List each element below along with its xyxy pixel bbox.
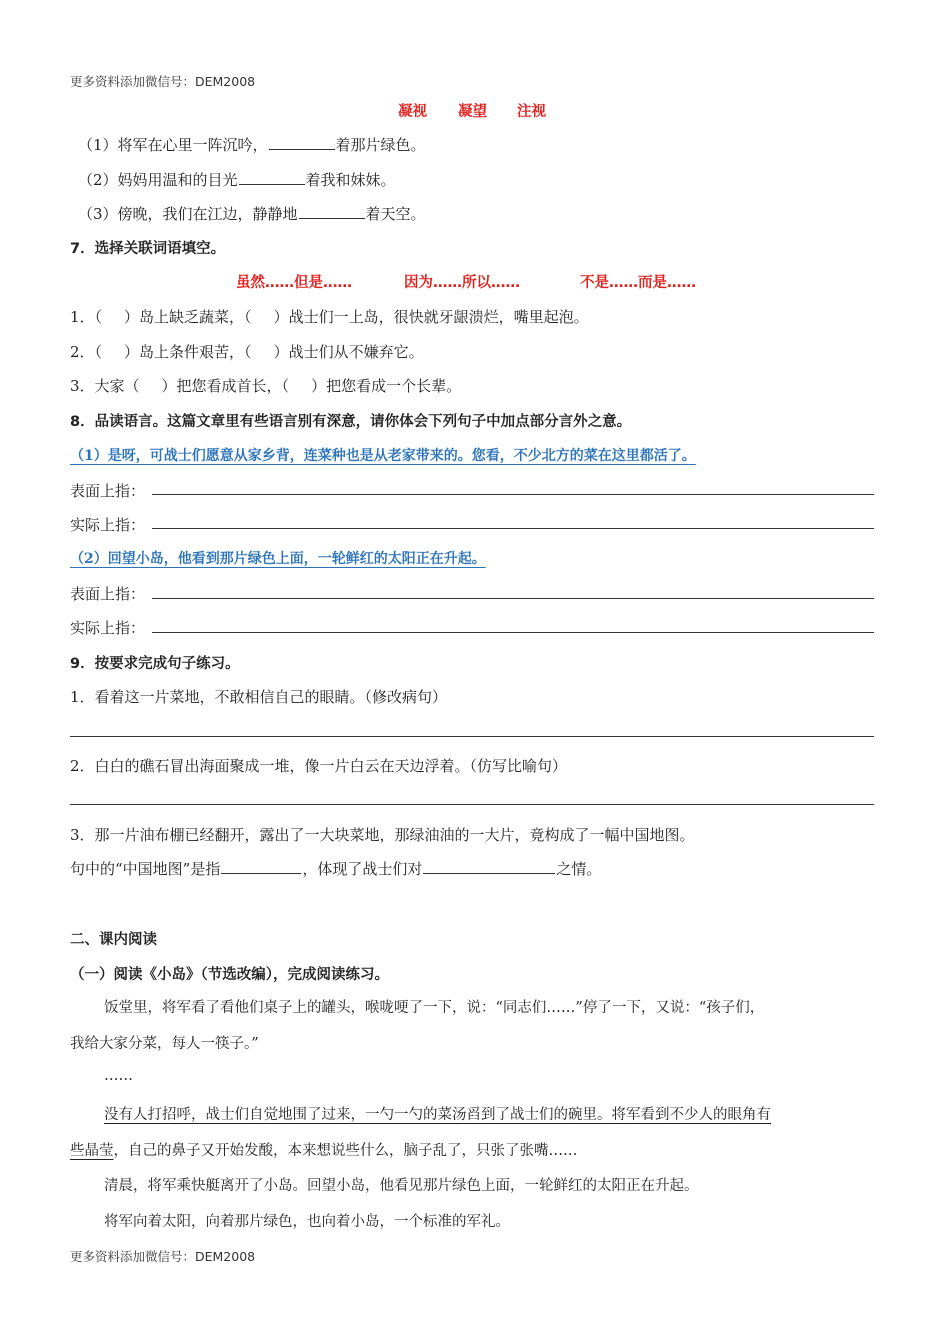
answer-line[interactable] — [70, 736, 874, 737]
page-header: 更多资料添加微信号：DEM2008 — [70, 74, 256, 89]
q8-sentence-1: （1）是呀，可战士们愿意从家乡背，连菜种也是从老家带来的。您看，不少北方的菜在这里都活了。 — [70, 448, 696, 464]
passage-paragraph-underlined: 没有人打招呼，战士们自觉地围了过来，一勺一勺的菜汤舀到了战士们的碗里。将军看到不少人的眼角有 — [104, 1107, 771, 1123]
passage-ellipsis: …… — [104, 1068, 133, 1084]
passage-paragraph: 清晨，将军乘快艇离开了小岛。回望小岛，他看见那片绿色上面，一轮鲜红的太阳正在升起。 — [104, 1178, 699, 1194]
surface-label: 表面上指： — [70, 482, 146, 500]
word-bank-1-item: 凝视 — [398, 104, 427, 120]
q7-item-3: 3．大家（ ）把您看成首长，（ ）把您看成一个长辈。 — [70, 377, 462, 395]
actual-label: 实际上指： — [70, 516, 146, 534]
word-bank-2-item: 因为……所以…… — [404, 275, 520, 291]
word-bank-1-item: 注视 — [517, 104, 546, 120]
passage-paragraph: 些晶莹，自己的鼻子又开始发酸，本来想说些什么，脑子乱了，只张了张嘴…… — [70, 1143, 578, 1159]
q8-sentence-2: （2）回望小岛，他看到那片绿色上面，一轮鲜红的太阳正在升起。 — [70, 551, 486, 567]
q9-item-1: 1．看着这一片菜地，不敢相信自己的眼睛。（修改病句） — [70, 688, 448, 706]
q6-item-2: （2）妈妈用温和的目光 着我和妹妹。 — [78, 171, 396, 189]
q9-title: 9．按要求完成句子练习。 — [70, 656, 240, 672]
surface-label: 表面上指： — [70, 585, 146, 603]
passage-paragraph: 饭堂里，将军看了看他们桌子上的罐头，喉咙哽了一下，说：“同志们……”停了一下，又说：“孩子们， — [104, 1000, 765, 1016]
actual-label: 实际上指： — [70, 619, 146, 637]
q6-item-1: （1）将军在心里一阵沉吟， 着那片绿色。 — [78, 136, 426, 154]
answer-line[interactable] — [152, 598, 874, 599]
word-bank-1-item: 凝望 — [458, 104, 487, 120]
answer-line[interactable] — [152, 632, 874, 633]
q6-item-3: （3）傍晚，我们在江边，静静地 着天空。 — [78, 205, 426, 223]
q7-item-1: 1．（ ）岛上缺乏蔬菜，（ ）战士们一上岛，很快就牙龈溃烂，嘴里起泡。 — [70, 308, 589, 326]
answer-line[interactable] — [152, 528, 874, 529]
underlined-phrase: 些晶莹 — [70, 1143, 114, 1159]
q8-title: 8．品读语言。这篇文章里有些语言别有深意，请你体会下列句子中加点部分言外之意。 — [70, 414, 632, 430]
section-subtitle: （一）阅读《小岛》（节选改编），完成阅读练习。 — [70, 967, 389, 983]
page-footer: 更多资料添加微信号：DEM2008 — [70, 1249, 256, 1264]
q9-item-2: 2．白白的礁石冒出海面聚成一堆，像一片白云在天边浮着。（仿写比喻句） — [70, 757, 568, 775]
q9-item-3-fill: 句中的“中国地图”是指 ，体现了战士们对 之情。 — [70, 860, 602, 878]
passage-paragraph: 我给大家分菜，每人一筷子。” — [70, 1036, 259, 1052]
answer-line[interactable] — [152, 494, 874, 495]
section-title: 二、课内阅读 — [70, 932, 157, 948]
word-bank-2-item: 不是……而是…… — [580, 275, 696, 291]
passage-paragraph: 将军向着太阳，向着那片绿色，也向着小岛，一个标准的军礼。 — [104, 1214, 510, 1230]
word-bank-2-item: 虽然……但是…… — [236, 275, 352, 291]
q7-item-2: 2．（ ）岛上条件艰苦，（ ）战士们从不嫌弃它。 — [70, 343, 424, 361]
answer-line[interactable] — [70, 804, 874, 805]
q9-item-3: 3．那一片油布棚已经翻开，露出了一大块菜地，那绿油油的一大片，竟构成了一幅中国地图。 — [70, 826, 695, 844]
q7-title: 7．选择关联词语填空。 — [70, 241, 226, 257]
